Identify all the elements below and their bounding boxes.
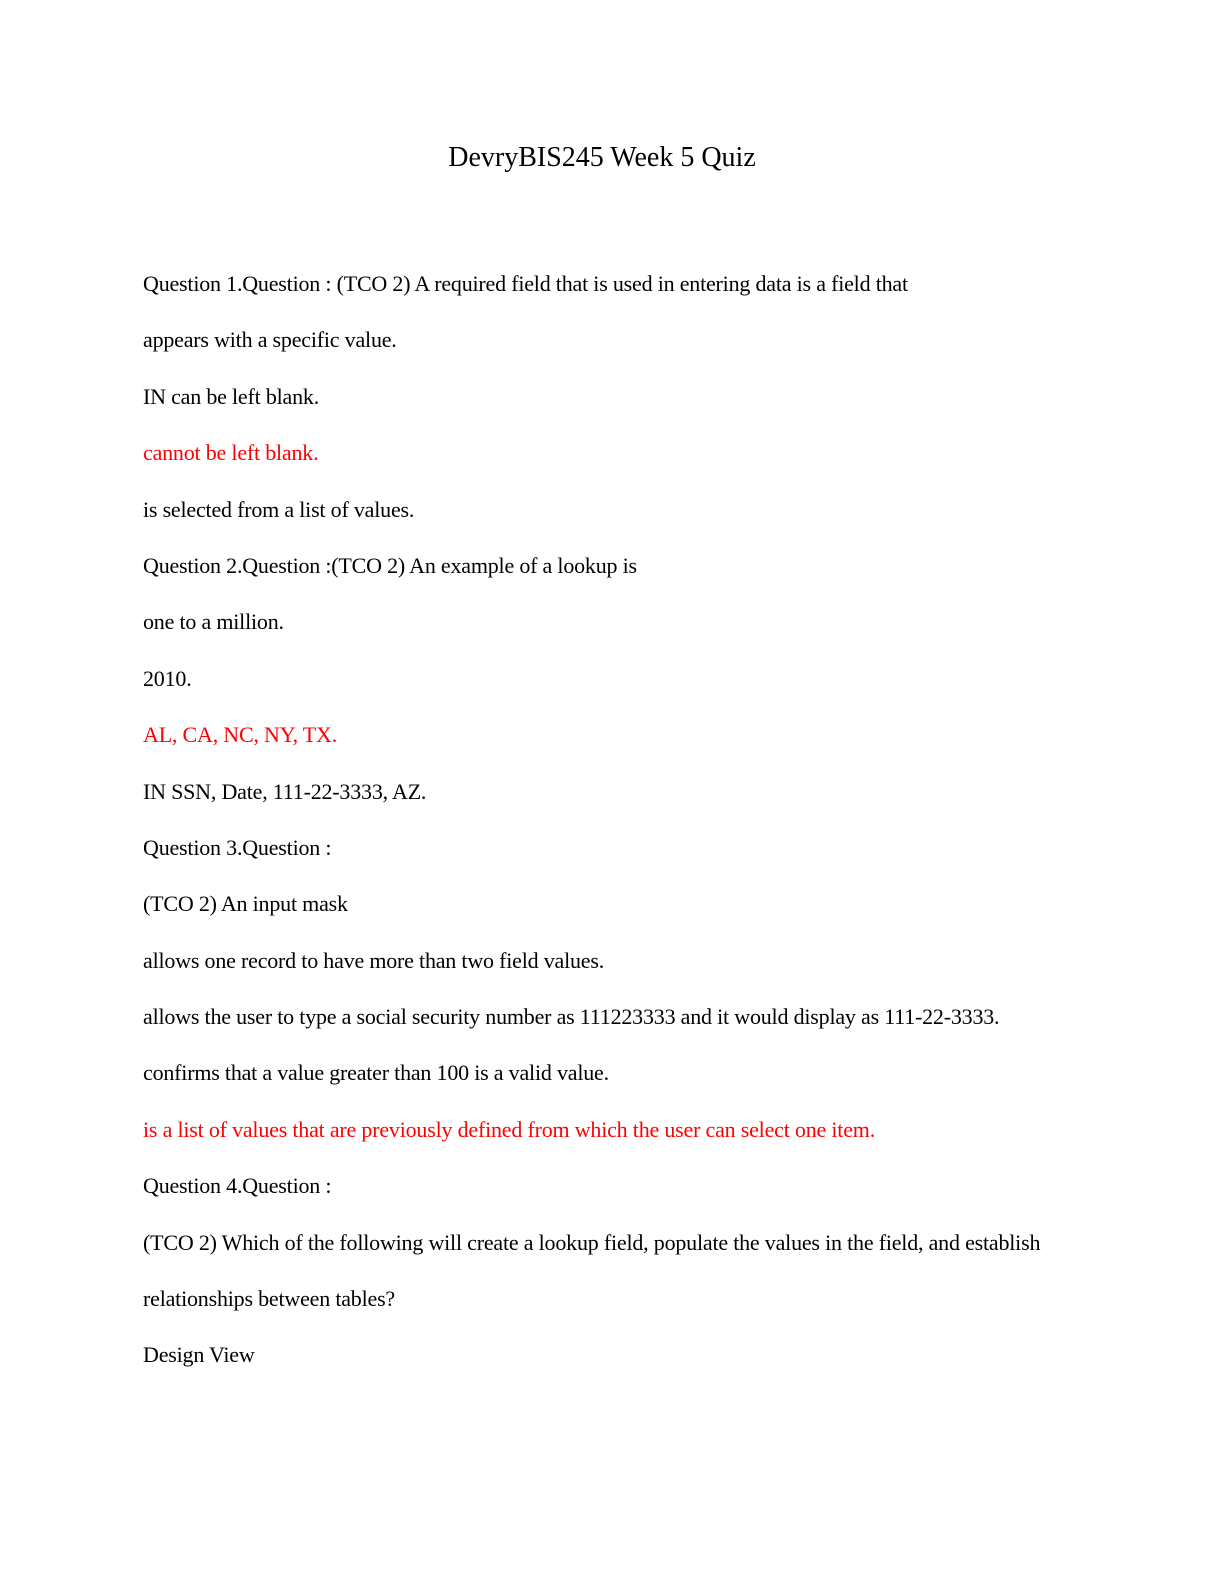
question-2-option-d: IN SSN, Date, 111-22-3333, AZ. — [143, 778, 427, 804]
question-2-option-c: AL, CA, NC, NY, TX. — [143, 722, 338, 748]
question-4-stem: (TCO 2) Which of the following will create a lookup field, populate the values in the field, and establish — [143, 1229, 1041, 1255]
question-3-option-b: allows the user to type a social security number as 111223333 and it would display as 111-22-3333. — [143, 1004, 1000, 1030]
question-2-stem: Question 2.Question :(TCO 2) An example of a lookup is — [143, 552, 637, 578]
question-3-option-a: allows one record to have more than two field values. — [143, 947, 605, 973]
page-title: DevryBIS245 Week 5 Quiz — [448, 142, 756, 173]
question-2-option-b: 2010. — [143, 665, 192, 691]
question-1-option-d: is selected from a list of values. — [143, 496, 415, 522]
question-3-stem: (TCO 2) An input mask — [143, 891, 348, 917]
question-3-option-c: confirms that a value greater than 100 is a valid value. — [143, 1060, 609, 1086]
question-2-option-a: one to a million. — [143, 609, 284, 635]
question-1-option-b: IN can be left blank. — [143, 383, 320, 409]
question-3-option-d: is a list of values that are previously defined from which the user can select one item. — [143, 1116, 875, 1142]
quiz-body — [143, 266, 1143, 1394]
question-1-stem: Question 1.Question : (TCO 2) A required field that is used in entering data is a field that — [143, 271, 908, 296]
question-1-option-c: cannot be left blank. — [143, 440, 319, 466]
question-3-heading: Question 3.Question : — [143, 834, 332, 860]
question-4-option-a: Design View — [143, 1342, 255, 1368]
question-1-option-a: appears with a specific value. — [143, 327, 397, 353]
question-4-heading: Question 4.Question : — [143, 1173, 332, 1199]
question-4-stem-continued: relationships between tables? — [143, 1286, 396, 1312]
